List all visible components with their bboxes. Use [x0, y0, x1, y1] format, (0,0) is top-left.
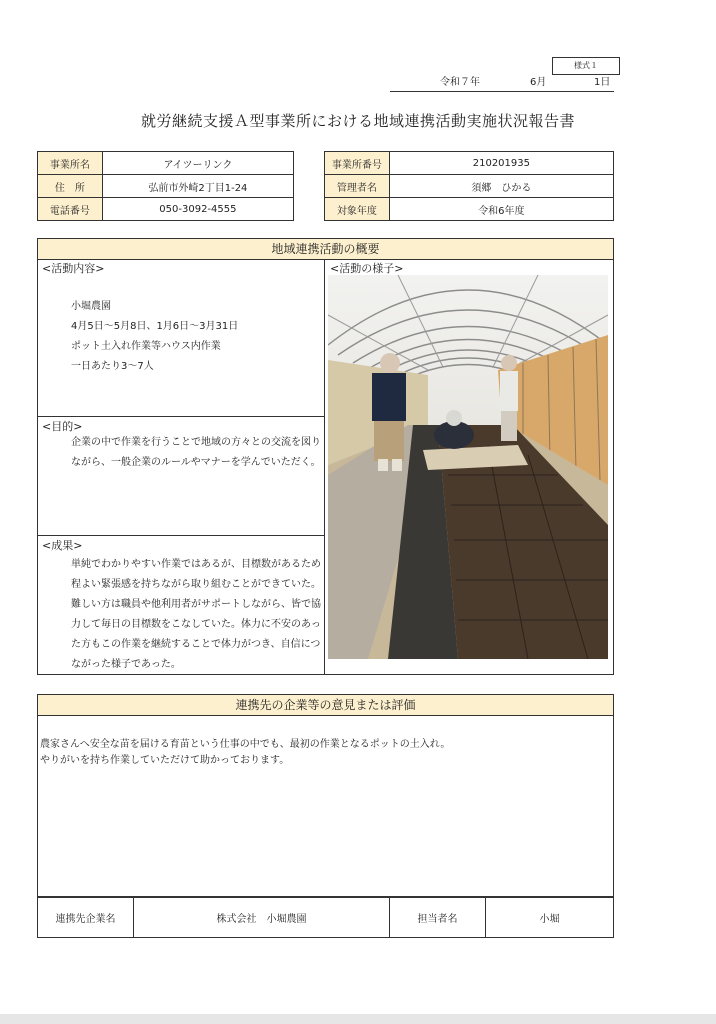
form-id-box: 様式１ — [552, 57, 620, 75]
date-day: 1日 — [594, 77, 611, 88]
activity-content-label: <活動内容> — [42, 262, 105, 275]
results-label: <成果> — [42, 539, 83, 552]
office-number-value: 210201935 — [389, 152, 613, 175]
fiscal-year-value: 令和6年度 — [389, 198, 613, 221]
results-line: ながった様子であった。 — [71, 659, 181, 670]
evaluation-header: 連携先の企業等の意見または評価 — [37, 694, 614, 716]
partner-contact-value: 小堀 — [486, 898, 614, 938]
manager-label: 管理者名 — [325, 175, 390, 198]
page-bottom-edge — [0, 1014, 716, 1024]
activity-people: 一日あたり3～7人 — [71, 361, 154, 372]
results-line: 力して毎日の目標数をこなしていた。体力に不安のあっ — [71, 619, 321, 630]
partner-company-label: 連携先企業名 — [38, 898, 134, 938]
results-text — [71, 555, 321, 675]
date-era-year: 令和７年 — [440, 77, 480, 88]
office-info-left-table — [37, 151, 294, 221]
purpose-label: <目的> — [42, 420, 83, 433]
partner-contact-label: 担当者名 — [390, 898, 486, 938]
office-number-label: 事業所番号 — [325, 152, 390, 175]
page-title: 就労継続支援Ａ型事業所における地域連携活動実施状況報告書 — [140, 112, 575, 130]
overview-divider-2 — [37, 535, 325, 536]
activity-photo-label: <活動の様子> — [330, 262, 404, 275]
overview-divider-1 — [37, 416, 325, 417]
overview-header: 地域連携活動の概要 — [37, 238, 614, 260]
activity-place: 小堀農園 — [71, 301, 111, 312]
activity-period: 4月5日～5月8日、1月6日～3月31日 — [71, 321, 239, 332]
results-line: 単純でわかりやすい作業ではあるが、目標数があるため — [71, 559, 321, 570]
office-info-right-table — [324, 151, 614, 221]
report-date — [390, 75, 614, 92]
evaluation-line: 農家さんへ安全な苗を届ける育苗という仕事の中でも、最初の作業となるポットの土入れ。 — [40, 739, 451, 750]
phone-value: 050-3092-4555 — [102, 198, 293, 221]
date-month: 6月 — [530, 77, 547, 88]
results-line: 難しい方は職員や他利用者がサポートしながら、皆で協 — [71, 599, 321, 610]
office-name-value: アイツーリンク — [102, 152, 293, 175]
evaluation-line: やりがいを持ち作業していただけて助かっております。 — [40, 755, 290, 766]
activity-content-text — [71, 297, 238, 377]
purpose-line: 企業の中で作業を行うことで地域の方々との交流を図り — [71, 437, 321, 448]
overview-column-divider — [324, 259, 325, 675]
fiscal-year-label: 対象年度 — [325, 198, 390, 221]
activity-task: ポット土入れ作業等ハウス内作業 — [71, 341, 221, 352]
activity-photo — [328, 275, 608, 659]
address-value: 弘前市外崎2丁目1-24 — [102, 175, 293, 198]
purpose-line: ながら、一般企業のルールやマナーを学んでいただく。 — [71, 457, 321, 468]
results-line: た方もこの作業を継続することで体力がつき、自信につ — [71, 639, 321, 650]
office-name-label: 事業所名 — [38, 152, 103, 175]
evaluation-text — [40, 737, 450, 769]
partner-company-value: 株式会社 小堀農園 — [134, 898, 390, 938]
greenhouse-photo — [328, 275, 608, 659]
address-label: 住 所 — [38, 175, 103, 198]
phone-label: 電話番号 — [38, 198, 103, 221]
results-line: 程よい緊張感を持ちながら取り組むことができていた。 — [71, 579, 321, 590]
partner-table — [37, 897, 614, 938]
purpose-text — [71, 433, 321, 473]
manager-value: 須郷 ひかる — [389, 175, 613, 198]
